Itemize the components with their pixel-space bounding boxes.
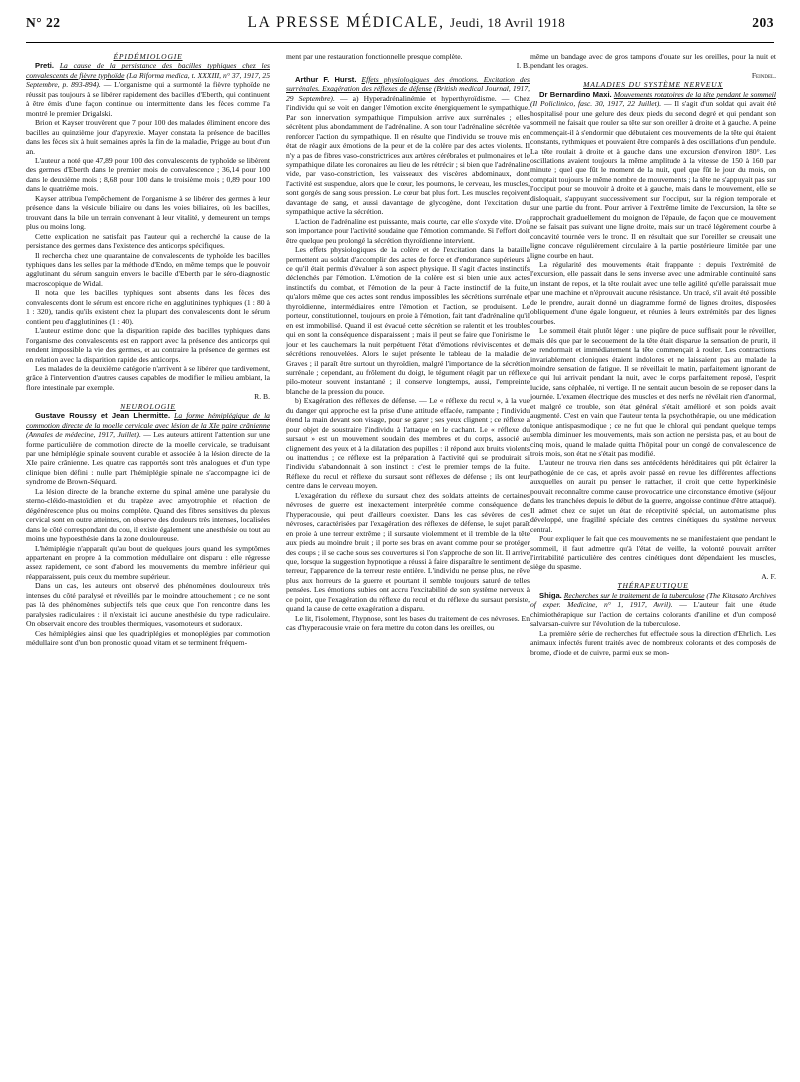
article-author: Preti.: [35, 61, 54, 71]
paragraph: Il nota que les bacilles typhiques sont absents dans les fèces des convalescents dont le sérum est encore riche en agglutinines typhiques (1 : 80 à 1 : 320), tandis qu'ils existent chez la plupart des convalescents dont le sérum contient peu d'agglutinines (1 : 40).: [26, 288, 270, 326]
article-text: — Les auteurs attirent l'attention sur une forme particulière de commotion directe de la moelle cervicale, se traduisant par une hémiplégie spinale souvent curable et associée à la lésion directe de la XIe paire crânienne. Les quatre cas rapportés sont très analogues et d'un type clinique bien défini : nulle part l'hémiplégie spinale ne s'accompagne ici de syndrome de Brown-Séquard.: [26, 430, 270, 487]
article-text: — L'auteur fait une étude chimiothérapique sur l'action de certains colorants d'aniline et d'un composé salvarsan-cuivre sur l'évolution de la tuberculose.: [530, 600, 776, 629]
paragraph: Les malades de la deuxième catégorie n'arrivent à se libérer que tardivement, grâce à l'intervention d'autres causes capables de modifier le milieu ambiant, la flore intestinale par exemple.: [26, 363, 270, 392]
paragraph: L'hémiplégie n'apparaît qu'au bout de quelques jours quand les symptômes appartenant en propre à la commotion médullaire ont disparu : elle régresse assez rapidement, ce sont d'abord les mouvements du membre inférieur qui réapparaissent, puis ceux du membre supérieur.: [26, 543, 270, 581]
paragraph: Le lit, l'isolement, l'hypnose, sont les bases du traitement de ces névroses. En cas d'hyperacousie vraie on fera mettre du coton dans les oreilles, ou: [286, 613, 530, 633]
issue-date: Jeudi, 18 Avril 1918: [450, 15, 566, 30]
article-source: (The Kitasato Archives of exper. Medicine, n° 1, 1917, Avril).: [530, 590, 776, 610]
paragraph: L'auteur ne trouva rien dans ses antécédents héréditaires qui pût éclairer la pathogénie de ce cas, et après avoir passé en revue les différentes affections auxquelles on aurait pu penser le rattacher, il croit que cette hyperkinésie pouvait reconnaître comme cause provocatrice une circonstance émotive (séjour dans les tranchées depuis le début de la guerre, angoisse continue d'être attaqué). Il admet chez ce sujet un état de réceptivité spécial, un automatisme plus développé, une fragilité spéciale des centres cinétiques du système nerveux central.: [530, 458, 776, 534]
article-intro: [26, 61, 270, 118]
paragraph: L'exagération du réflexe du sursaut chez des soldats atteints de certaines névroses de guerre est inexactement interprétée comme conséquence de l'hyperacousie, qui peut d'ailleurs coexister. Dans les cas sévères de ces névroses, caractérisées par l'exagération des réflexes de défense, le sujet paraît en proie à une terreur extrême ; il sursaute violemment et il tremble de la tête aux pieds au moindre bruit ; il porte ses bras en avant comme pour se protéger des coups ; il se cache sous ses couvertures si l'on s'approche de son lit. Il arrive que, lorsque la suggestion hypnotique a réussi à faire disparaître le sentiment de terreur, l'apparence de la terreur reste entière. L'individu ne pense plus, ne rêve plus aux horreurs de la guerre et pourtant il semble toujours saturé de telles pensées. Les émotions subies ont accru l'excitabilité de son système nerveux à ce point, que l'exagération du réflexe du recul et du réflexe du sursaut persiste, quand la cause de cette exagération a disparu.: [286, 490, 530, 614]
paragraph: La lésion directe de la branche externe du spinal amène une paralysie du sterno-cléido-mastoïdien et du trapèze avec amyotrophie et réaction de dégénérescence plus ou moins complète. Quand des fibres sensitives du plexus cervical sont en outre atteintes, on observe des douleurs très intenses, localisées dans le côté correspondant du cou, il existe également une anesthésie ou tout au moins une hypoesthésie dans la zone douloureuse.: [26, 486, 270, 544]
article-text: — L'organisme qui a surmonté la fièvre typhoïde ne réussit pas toujours à se libérer rapidement des bacilles d'Eberth, qui continuent à être émis d'une façon continue ou intermittente dans les fèces comme l'a montré le premier Drigalski.: [26, 80, 270, 118]
article-intro: [286, 75, 530, 217]
article-author: Dr Bernardino Maxi.: [539, 89, 612, 99]
paragraph: même un bandage avec de gros tampons d'ouate sur les oreilles, pour la nuit et pendant les orages.: [530, 52, 776, 71]
paragraph: Ces hémiplégies ainsi que les quadriplégies et monoplégies par commotion médullaire sont d'un bon pronostic quoad vitam et se terminent fréquem-: [26, 628, 270, 648]
article-intro: [26, 411, 270, 487]
paragraph: Kayser attribua l'empêchement de l'organisme à se libérer des germes à leur présence dans la vésicule biliaire ou dans les voies biliaires, où les bacilles, trouvant dans la bile un terrain convenant à leur vitalité, y demeurent un temps plus ou moins long.: [26, 193, 270, 232]
paragraph: Le sommeil était plutôt léger : une piqûre de puce suffisait pour le réveiller, mais dès que par le secouement de la tête était disparue la sensation de prurit, il se rendormait et immédiatement la tête commençait à rouler. Les contractions invariablement cloniques étaient indolores et ne laissaient pas au malade la moindre sensation de fatigue. Il se réveillait le matin, parfaitement ignorant de ce qui lui arrivait pendant la nuit, avec le corps parfaitement reposé, l'esprit lucide, sans céphalée, ni vertige. Il ne sentait aucun besoin de se reposer dans la journée. L'examen électrique des muscles et des nerfs ne révélait rien d'anormal, et malgré ce trouble, son état général s'était amélioré et son poids avait augmenté. C'est en vain que l'auteur tenta la psychothérapie, ou une médication tonique antispasmodique ; ce ne fut que le chloral qui pendant quelque temps sembla diminuer les mouvements, mais son action ne persista pas, et au bout de cinq mois, quand le malade quitta l'hôpital pour un congé de convalescence de trois mois, son état ne s'était pas modifié.: [530, 326, 776, 459]
paragraph: L'auteur estime donc que la disparition rapide des bacilles typhiques dans l'organisme des convalescents est en rapport avec la présence des anticorps qui rendent impossible la vie des germes, et au contraire la présence de germes est en relation avec la disparition rapide des anticorps.: [26, 326, 270, 364]
signature: Feindel.: [751, 70, 776, 80]
paragraph: Il rechercha chez une quarantaine de convalescents de typhoïde les bacilles typhiques dans les selles par la méthode d'Endo, en même temps que le pouvoir agglutinant du sérum sanguin envers le bacille d'Eberth par le séro-diagnostic macroscopique de Widal.: [26, 250, 270, 288]
section-heading: THÉRAPEUTIQUE: [617, 581, 689, 591]
section-heading: MALADIES DU SYSTÈME NERVEUX: [583, 80, 723, 90]
paragraph: Pour expliquer le fait que ces mouvements ne se manifestaient que pendant le sommeil, il faut admettre qu'à l'état de veille, la volonté pouvait arrêter l'irritabilité particulière des centres cinétiques dont dépendaient les muscles, siège du spasme.: [530, 534, 776, 572]
article-intro: [530, 90, 776, 260]
article-author: Gustave Roussy et Jean Lhermitte.: [35, 411, 171, 421]
paragraph: La première série de recherches fut effectuée sous la direction d'Ehrlich. Les animaux infectés furent traités avec de nombreux colorants et des composés de brome, d'iode et de cuivre, parmi eux se mon-: [530, 628, 776, 657]
paragraph: Brion et Kayser trouvèrent que 7 pour 100 des malades éliminent encore des bacilles au quinzième jour d'apyrexie. Mayer constata la présence de bacilles dans les fèces six à huit semaines après la fin de la maladie, Prigge au bout d'un an.: [26, 118, 270, 156]
signature: A. F.: [761, 571, 776, 581]
article-text: — Il s'agit d'un soldat qui avait été hospitalisé pour une gelure des deux pieds du second degré et qui pendant son sommeil ne faisait que rouler sa tête sur son oreiller à droite et à gauche. A peine commençait-il à s'endormir que débutaient ces mouvements de la tête qui étaient constants, rythmiques et pouvaient être comparés à des oscillations d'un pendule. La tête roulait à droite et à gauche dans une excursion d'environ 180°. Les oscillations avaient toujours la même amplitude à la vitesse de 150 à 160 par minute ; quel que fût le moment de la nuit, quel que fût le jour du mois, on comptait toujours le même nombre de mouvements ; la tête ne s'appuyait pas sur l'occiput pour se mouvoir à droite et à gauche, mais dans le mouvement, elle se disloquait, s'appuyant successivement sur l'occiput, sur la région temporale et sur une partie du front. Pour arriver à l'extrême limite de l'excursion, la tête se rapprochait graduellement du moignon de l'épaule, de façon que ce mouvement ne se faisait pas suivant une ligne droite, mais sur un tracé légèrement courbe à concavité tournée vers le tronc. Il en résultait que sur l'oreiller se creusait une ligne concave régulièrement circulaire à la partie postérieure limitée par une ligne courbe en haut.: [530, 99, 776, 260]
journal-title-line: [248, 14, 566, 32]
paragraph: Cette explication ne satisfait pas l'auteur qui a recherché la cause de la persistance des germes dans l'existence des anticorps spécifiques.: [26, 231, 270, 251]
column-2: [286, 52, 530, 1076]
article-text: — a) Hyperadrénalinémie et hyperthyroïdisme. — Chez l'individu qui se voit en danger l'émotion excite énergiquement le sympathique. Par son innervation sympathique l'impulsion arrive aux surrénales ; elles sécrètent plus abondamment de l'adrénaline. A son tour l'adrénaline sécrétée va renforcer l'action du sympathique. Il en résulte que l'individu se trouve mis en état de réagir aux émotions de la peur et de la colère par des actes violents. Il n'y a pas de fibres vaso-constrictrices aux artères cérébrales et pulmonaires et le sympathique dilate les coronaires au lieu de les rétrécir ; si bien que l'adrénaline vide, par vaso-constriction, les vaisseaux des viscères abdominaux, dont l'activité est suspendue, alors que le cœur, les poumons, le cerveau, les muscles, sont gorgés de sang sous pression. Le cœur bat plus fort. Les muscles reçoivent davantage de sang, et aussi davantage de glycogène, dont l'excitation du sympathique active la sécrétion.: [286, 93, 530, 217]
article-title: Mouvements rotatoires de la tête pendant le sommeil: [613, 89, 776, 99]
article-intro: [530, 591, 776, 629]
paragraph: Dans un cas, les auteurs ont observé des phénomènes douloureux très intenses du côté paralysé et réveillés par le moindre attouchement ; ce ne sont pas là des phénomènes subjectifs tels que ceux que l'on rencontre dans les paralysies radiculaires : il n'existait ici aucune anesthésie du type radiculaire. On observait encore des troubles thermiques, vasomoteurs et sudoraux.: [26, 581, 270, 629]
article-title: Effets physiologiques des émotions. Excitation des surrénales. Exagération des réflexes de défense: [286, 74, 530, 94]
issue-number: N° 22: [26, 15, 61, 30]
column-1: [26, 52, 270, 1076]
paragraph: L'auteur a noté que 47,89 pour 100 des convalescents de typhoïde se libèrent des germes d'Eberth dans le premier mois de convalescence ; 36,14 pour 100 dans le deuxième mois ; 8,68 pour 100 dans le troisième mois ; 0,89 pour 100 dans le quatrième mois.: [26, 155, 270, 194]
signature: I. B.: [516, 61, 530, 71]
article-source: (Annales de médecine, 1917, Juillet).: [26, 430, 141, 440]
page-number: 203: [752, 15, 774, 30]
article-title: La cause de la persistance des bacilles typhiques chez les convalescents de fièvre typhoïde: [26, 61, 270, 80]
article-source: (British medical Journal, 1917, 29 Septembre).: [286, 84, 530, 103]
page-header: [26, 14, 774, 43]
article-title: La forme hémiplégique de la commotion directe de la moelle cervicale avec lésion de la XIe paire crânienne: [26, 411, 270, 430]
paragraph: Les effets physiologiques de la colère et de l'excitation dans la bataille permettent au soldat d'accomplir des actes de force et d'endurance supérieurs à ce qu'il était permis d'évaluer à son aspect physique. Il s'agit d'actes instinctifs déclenchés par l'émotion. L'émotion de la colère est si bien unie aux actes instinctifs du combat, et l'émotion de la peur à l'acte instinctif de la fuite, qu'alors même que ces actes sont rendus impossibles les sécrétions surrénale et thyroïdienne, intermédiaires entre l'émotion et l'action, se produisent. Le porteur, constitutionnel, toujours en proie à l'émotion, fait tant d'adrénaline qu'il en est immobilisé. Quand il est évacué cette sécrétion se ralentit et les troubles qui en sont la conséquence disparaissent ; mais il peut se faire que l'onirisme le jour et les cauchemars la nuit perpétuent l'état d'émotions réviviscentes et de sécrétions renouvelées. Alors le sujet présente le tableau de la maladie de Graves ; il paraît être surtout un thyroïdien, malgré l'importance de la sécrétion surrénale ; cependant, au frôlement du doigt, le tégument réagit par un réflexe pilo-moteur souvent instantané ; il conserve longtemps, aussi, l'empreinte blanche de la pression du pouce.: [286, 245, 530, 396]
paragraph: b) Exagération des réflexes de défense. — Le « réflexe du recul », à la vue du danger qui approche est la prise d'une attitude effacée, rampante ; l'individu étend la main devant son visage, pour se garer ; ses yeux clignent ; ce réflexe a pour objet de soustraire l'individu à l'attaque en le cachant. Le « réflexe du sursaut » est un mouvement soudain des membres et du corps, associé au clignement des yeux et à la dilatation des pupilles : il répond aux bruits violents ou inattendus ; ce réflexe est la préparation à l'activité qui se produirait si l'individu s'abandonnait à son instinct : c'est le premier temps de la fuite. Réflexe du recul et réflexe du sursaut sont réflexes de défense ; ils ont leur centre dans le cerveau moyen.: [286, 396, 530, 491]
paragraph: ment par une restauration fonctionnelle presque complète.: [286, 52, 463, 61]
journal-title: LA PRESSE MÉDICALE,: [247, 14, 445, 31]
column-3: [530, 52, 776, 1076]
article-author: Arthur F. Hurst.: [295, 74, 357, 84]
article-source: (La Riforma medica, t. XXXIII, n° 37, 1917, 25 Septembre, p. 893-894).: [26, 70, 270, 90]
article-source: (Il Policlinico, fasc. 30, 1917, 22 Juillet).: [530, 99, 662, 109]
section-heading: NEUROLOGIE: [120, 401, 176, 411]
article-title: Recherches sur le traitement de la tuberculose: [563, 590, 705, 600]
paragraph: L'action de l'adrénaline est puissante, mais courte, car elle s'oxyde vite. D'où son importance pour l'activité soudaine que l'émotion commande. Si l'effort doit être quelque peu prolongé la sécrétion thyroïdienne intervient.: [286, 216, 530, 245]
paragraph: La régularité des mouvements était frappante : depuis l'extrémité de l'excursion, elle passait dans le sens inverse avec une admirable continuité sans un instant de repos, et la tête roulait avec une telle agilité qu'elle paraissait mue par une machine et n'éprouvait aucune résistance. Un tracé, s'il avait été possible de le prendre, aurait donné un diagramme formé de lignes droites, disposées obliquement d'une égale longueur, et réunies à leurs extrémités par des lignes courbes.: [530, 259, 776, 326]
article-author: Shiga.: [539, 590, 562, 600]
section-heading: ÉPIDÉMIOLOGIE: [113, 52, 183, 61]
signature: R. B.: [254, 392, 270, 402]
